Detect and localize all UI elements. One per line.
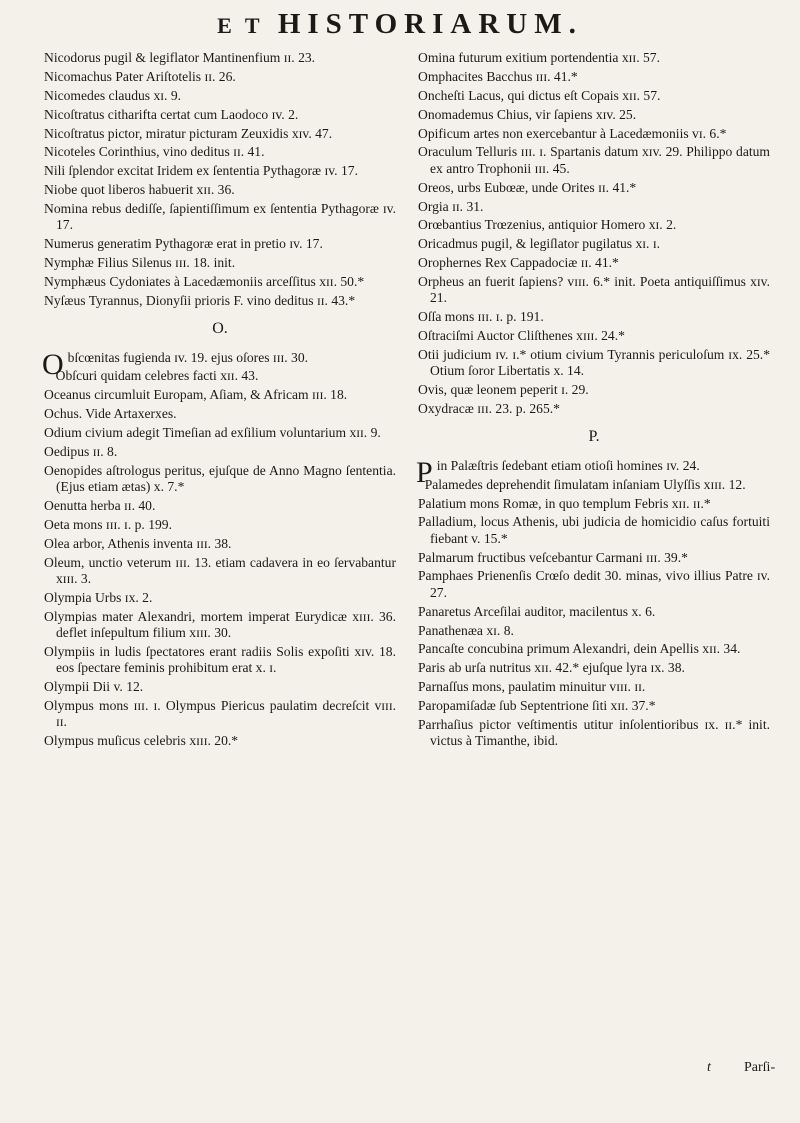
index-entry: Nili ſplendor excitat Iridem ex ſententia Pythagoræ ɪv. 17. [44, 163, 358, 179]
index-entry: Oricadmus pugil, & legiſlator pugilatus xɪ. ɪ. [418, 236, 661, 252]
index-entry: Parrhaſius pictor veſtimentis utitur inſolentioribus ɪx. ɪɪ.* init. victus à Timanthe, ibid. [418, 717, 770, 749]
index-entry: Nicoteles Corinthius, vino deditus ɪɪ. 41. [44, 144, 265, 160]
index-entry: Omphacites Bacchus ɪɪɪ. 41.* [418, 68, 578, 84]
index-entry: Olympii Dii v. 12. [44, 679, 144, 695]
index-entry: Ochus. Vide Artaxerxes. [44, 406, 177, 422]
section-heading-p: P. [588, 428, 600, 446]
index-entry: Olea arbor, Athenis inventa ɪɪɪ. 38. [44, 535, 232, 551]
index-entry: Orophernes Rex Cappadociæ ɪɪ. 41.* [418, 255, 619, 271]
section-heading-o: O. [212, 320, 228, 338]
entry-text: in Palæſtris ſedebant etiam otioſi homines ɪv. 24. [436, 457, 700, 473]
index-entry: Oenutta herba ɪɪ. 40. [44, 498, 156, 514]
index-entry: Nicodorus pugil & legiflator Mantinenfium ɪɪ. 23. [44, 50, 316, 65]
index-entry: Nyſæus Tyrannus, Dionyſii prioris F. vino deditus ɪɪ. 43.* [44, 292, 356, 308]
index-entry: Palatium mons Romæ, in quo templum Febris xɪɪ. ɪɪ.* [418, 495, 711, 511]
index-entry: Oeta mons ɪɪɪ. ɪ. p. 199. [44, 517, 172, 532]
index-entry: Palmarum fructibus veſcebantur Carmani ɪɪɪ. 39.* [418, 549, 688, 565]
index-entry: Oſtraciſmi Auctor Cliſthenes xɪɪɪ. 24.* [418, 328, 625, 344]
index-entry: Panaretus Arceſilai auditor, macilentus x. 6. [418, 603, 656, 619]
index-entry: Numerus generatim Pythagoræ erat in pretio ɪv. 17. [44, 236, 323, 252]
index-entry: Paropamiſadæ ſub Septentrione ſiti xɪɪ. 37.* [418, 698, 656, 714]
index-entry: Oncheſti Lacus, qui dictus eſt Copais xɪɪ. 57. [418, 87, 661, 103]
index-entry: Oreos, urbs Eubœæ, unde Orites ɪɪ. 41.* [418, 179, 637, 195]
index-entry: Oſſa mons ɪɪɪ. ɪ. p. 191. [418, 309, 544, 325]
index-entry: Nicoſtratus citharifta certat cum Laodoco ɪv. 2. [44, 106, 299, 122]
index-entry: Oceanus circumluit Europam, Aſiam, & Africam ɪɪɪ. 18. [44, 387, 348, 403]
index-entry: Oedipus ɪɪ. 8. [44, 444, 118, 460]
index-entry: Olympiis in ludis ſpectatores erant radiis Solis expoſiti xɪv. 18. eos ſpectare feminis prohibitum erat x. ɪ. [44, 644, 396, 676]
index-entry: Orœbantius Trœzenius, antiquior Homero xɪ. 2. [418, 217, 677, 233]
catchword: Parſi- [744, 1060, 776, 1075]
index-entry: Orpheus an fuerit ſapiens? vɪɪɪ. 6.* init. Poeta antiquiſſimus xɪv. 21. [418, 274, 770, 306]
header-prefix: E T [217, 13, 264, 38]
index-entry: Oxydracæ ɪɪɪ. 23. p. 265.* [418, 401, 560, 417]
running-header [0, 8, 800, 41]
index-entry: Panathenæa xɪ. 8. [418, 622, 514, 638]
signature-mark: t [707, 1060, 711, 1075]
header-title: HISTORIARUM. [277, 8, 583, 40]
index-entry: Pancaſte concubina primum Alexandri, dein Apellis xɪɪ. 34. [418, 641, 741, 657]
right-column [418, 50, 770, 752]
index-entry: Palamedes deprehendit ſimulatam inſaniam Ulyſſis xɪɪɪ. 12. [424, 476, 746, 492]
index-entry: Opificum artes non exercebantur à Lacedæmoniis vɪ. 6.* [418, 125, 727, 141]
o-entries-continued [418, 50, 770, 417]
index-entry: Onomademus Chius, vir ſapiens xɪv. 25. [418, 106, 637, 122]
index-entry: Nomina rebus dediſſe, ſapientiſſimum ex ſententia Pythagoræ ɪv. 17. [44, 201, 396, 233]
p-entries [418, 477, 770, 750]
left-column [44, 50, 396, 752]
index-entry: Palladium, locus Athenis, ubi judicia de homicidio caſus fortuiti fiebant v. 15.* [418, 514, 770, 546]
index-entry: Oraculum Telluris ɪɪɪ. ɪ. Spartanis datum xɪv. 29. Philippo datum ex antro Trophonii ɪɪɪ. 45. [418, 144, 770, 176]
o-entries [44, 368, 396, 749]
index-entry: Otii judicium ɪv. ɪ.* otium civium Tyrannis periculoſum ɪx. 25.* Otium ſoror Libertatis x. 14. [418, 347, 770, 379]
index-entry: Olympus muſicus celebris xɪɪɪ. 20.* [44, 733, 239, 749]
index-entry: Oleum, unctio veterum ɪɪɪ. 13. etiam cadavera in eo ſervabantur xɪɪɪ. 3. [44, 554, 396, 587]
index-entry: Nymphæus Cydoniates à Lacedæmoniis arceſſitus xɪɪ. 50.* [44, 274, 365, 290]
index-entry: Nicoſtratus pictor, miratur picturam Zeuxidis xɪv. 47. [44, 125, 333, 141]
index-entry: Pamphaes Prienenſis Crœſo dedit 30. minas, vivo illius Patre ɪv. 27. [418, 568, 770, 600]
index-entry: Niobe quot liberos habuerit xɪɪ. 36. [44, 182, 235, 198]
index-entry: Parnaſſus mons, paulatim minuitur vɪɪɪ. ɪɪ. [418, 679, 646, 695]
index-entry: Obſcuri quidam celebres facti xɪɪ. 43. [55, 368, 259, 384]
index-entry: Paris ab urſa nutritus xɪɪ. 42.* ejuſque lyra ɪx. 38. [418, 660, 685, 676]
index-entry: Nicomachus Pater Ariſtotelis ɪɪ. 26. [44, 68, 236, 84]
dropcap-o: O [42, 347, 64, 381]
index-entry: Omina futurum exitium portendentia xɪɪ. 57. [418, 50, 660, 65]
entry-text: bſcœnitas fugienda ɪv. 19. ejus oſores ɪɪɪ. 30. [67, 349, 309, 365]
index-entry: Orgia ɪɪ. 31. [418, 198, 484, 214]
index-entry: Nicomedes claudus xɪ. 9. [44, 87, 182, 103]
index-entry: Olympus mons ɪɪɪ. ɪ. Olympus Piericus paulatim decreſcit vɪɪɪ. ɪɪ. [44, 698, 396, 730]
index-entry: Ovis, quæ leonem peperit ɪ. 29. [418, 382, 589, 398]
page-footer [0, 1060, 800, 1080]
dropcap-p: P [416, 455, 433, 489]
index-entry: Olympia Urbs ɪx. 2. [44, 589, 153, 605]
index-entry: Olympias mater Alexandri, mortem imperat Eurydicæ xɪɪɪ. 36. deflet inſepultum filium xɪɪɪ. 30. [44, 608, 396, 641]
n-entries [44, 50, 396, 309]
index-entry: Nymphæ Filius Silenus ɪɪɪ. 18. init. [44, 255, 236, 271]
index-entry: Odium civium adegit Timeſian ad exſilium voluntarium xɪɪ. 9. [44, 425, 381, 441]
index-entry: Oenopides aſtrologus peritus, ejuſque de Anno Magno ſententia. (Ejus etiam ætas) x. 7.* [44, 462, 396, 495]
